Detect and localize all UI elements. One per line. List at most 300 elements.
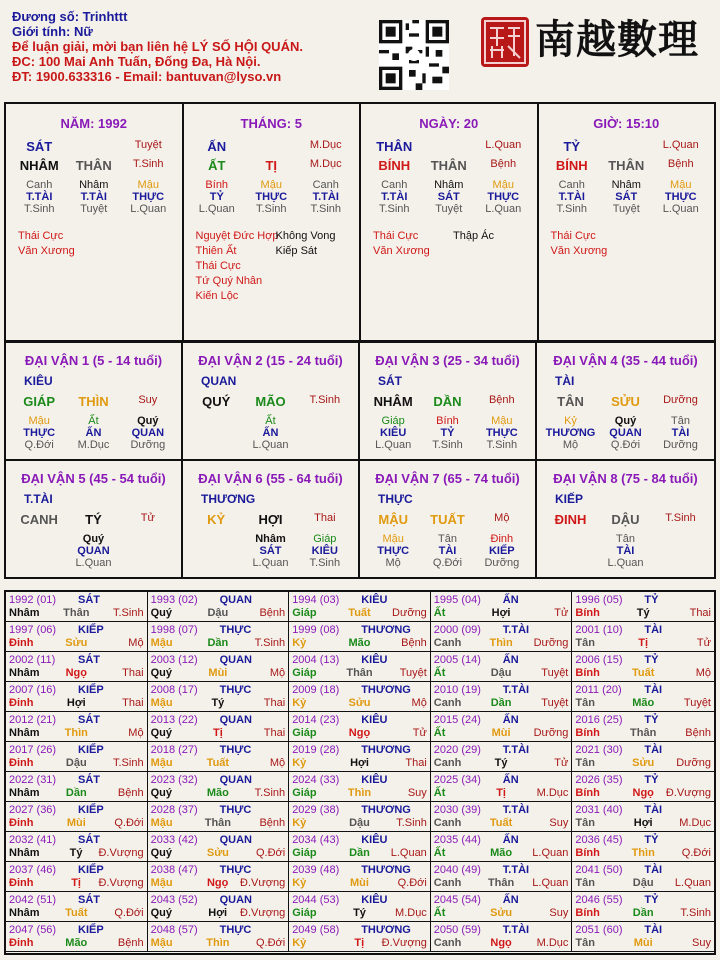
year-cell xyxy=(6,682,148,712)
pillar-can: NHÂM xyxy=(19,158,59,173)
year-cell xyxy=(572,892,714,922)
year-can: Bính xyxy=(575,607,600,619)
dai-van-can: GIÁP xyxy=(23,394,56,409)
year-chi: Hợi xyxy=(66,697,86,709)
year-label: 2003 (12) xyxy=(150,654,198,666)
year-star: T.TÀI xyxy=(502,924,530,936)
year-chi: Dần xyxy=(349,847,370,859)
year-can: Giáp xyxy=(292,607,317,619)
hidden-life xyxy=(543,557,598,569)
year-star: ẤN xyxy=(502,654,519,666)
year-life: Q.Đới xyxy=(114,817,144,829)
pillar-top-star: THÂN xyxy=(376,139,413,154)
year-chi: Dần xyxy=(65,787,87,799)
year-star: KIÊU xyxy=(361,834,388,846)
year-life: Đ.Vượng xyxy=(240,877,286,889)
year-can: Tân xyxy=(575,817,595,829)
year-chi: Tý xyxy=(494,757,508,769)
year-life: M.Dục xyxy=(536,787,569,799)
year-cell xyxy=(289,892,431,922)
hidden-stem: Tân xyxy=(671,415,690,427)
year-cell xyxy=(148,922,290,952)
year-chi: Tý xyxy=(636,607,650,619)
year-can: Bính xyxy=(575,787,600,799)
pillar-life: Bệnh xyxy=(667,158,694,170)
contact-address: ĐC: 100 Mai Anh Tuấn, Đống Đa, Hà Nội. xyxy=(12,54,261,69)
year-cell xyxy=(431,832,573,862)
hidden-life: Dưỡng xyxy=(484,557,520,569)
dai-van-cell xyxy=(183,459,360,577)
dai-van-can: TÂN xyxy=(557,394,584,409)
pillar-top-life: L.Quan xyxy=(485,139,522,151)
year-cell xyxy=(289,652,431,682)
year-life: Đ.Vượng xyxy=(665,787,711,799)
year-cell xyxy=(289,772,431,802)
year-label: 2039 (48) xyxy=(292,864,340,876)
year-life: Thai xyxy=(263,697,286,709)
year-cell xyxy=(6,742,148,772)
pillar-title: THÁNG: 5 xyxy=(240,116,302,131)
year-can: Bính xyxy=(575,667,600,679)
hidden-stem xyxy=(298,415,352,427)
year-can: Ất xyxy=(433,787,446,799)
dai-van-can: CANH xyxy=(20,512,58,527)
dai-van-cell xyxy=(537,459,714,577)
year-label: 1996 (05) xyxy=(575,594,623,606)
year-label: 2002 (11) xyxy=(9,654,56,666)
year-cell xyxy=(431,892,573,922)
dai-van-cell xyxy=(537,341,714,459)
pillar-year xyxy=(6,104,184,340)
year-can: Nhâm xyxy=(9,667,40,679)
hidden-life: L.Quan xyxy=(130,203,167,215)
year-star: KIẾP xyxy=(78,924,104,936)
year-can: Đinh xyxy=(9,757,34,769)
year-chi: Tý xyxy=(211,697,225,709)
hidden-life xyxy=(121,557,175,569)
year-star: THƯƠNG xyxy=(361,744,411,756)
year-can: Đinh xyxy=(9,877,34,889)
year-label: 2040 (49) xyxy=(433,864,481,876)
dai-van-life: Suy xyxy=(138,394,158,406)
dai-van-title: ĐẠI VẬN 8 (75 - 84 tuổi) xyxy=(553,471,698,486)
hidden-life: M.Dục xyxy=(77,439,110,451)
year-life: Tuyệt xyxy=(541,667,569,679)
hidden-god: THỰC xyxy=(255,191,288,203)
year-life: T.Sinh xyxy=(254,637,286,649)
year-star: KIÊU xyxy=(361,714,388,726)
year-can: Quý xyxy=(150,727,172,739)
hidden-life: T.Sinh xyxy=(23,203,55,215)
hidden-stem: Nhâm xyxy=(255,533,286,545)
contact-phone-email: ĐT: 1900.633316 - Email: bantuvan@lyso.vn xyxy=(12,69,282,84)
year-label: 2004 (13) xyxy=(292,654,340,666)
dai-van-life: Dưỡng xyxy=(663,394,698,406)
hidden-stem: Tân xyxy=(616,533,635,545)
year-life: Mộ xyxy=(411,697,427,709)
hidden-god xyxy=(653,545,708,557)
dai-van-cell xyxy=(6,459,183,577)
year-star: ẤN xyxy=(502,834,519,846)
year-label: 2020 (29) xyxy=(433,744,481,756)
year-cell xyxy=(431,622,573,652)
pillar-can: ẤT xyxy=(208,158,226,173)
year-life: Mộ xyxy=(695,667,711,679)
year-label: 2047 (56) xyxy=(9,924,57,936)
year-star: KIÊU xyxy=(361,894,388,906)
year-life: Suy xyxy=(549,817,569,829)
year-star: QUAN xyxy=(219,834,252,846)
hidden-life: L.Quan xyxy=(252,439,289,451)
hidden-god: TÀI xyxy=(671,427,690,439)
year-can: Kỷ xyxy=(292,637,307,649)
year-can: Quý xyxy=(150,787,172,799)
year-life: Dưỡng xyxy=(533,727,569,739)
hidden-life: Mộ xyxy=(385,557,401,569)
year-cell xyxy=(572,592,714,622)
year-life: T.Sinh xyxy=(254,787,286,799)
year-life: Bệnh xyxy=(401,637,427,649)
year-can: Đinh xyxy=(9,637,34,649)
year-chi: Mùi xyxy=(66,817,86,829)
dai-van-cell xyxy=(6,341,183,459)
year-label: 2031 (40) xyxy=(575,804,623,816)
year-life: Suy xyxy=(407,787,427,799)
year-cell xyxy=(431,772,573,802)
year-label: 2045 (54) xyxy=(433,894,481,906)
year-label: 1992 (01) xyxy=(9,594,57,606)
year-cell xyxy=(572,922,714,952)
year-label: 2038 (47) xyxy=(150,864,198,876)
hidden-god: KIẾP xyxy=(488,545,515,557)
hidden-god: KIÊU xyxy=(380,427,407,439)
hidden-god: TỶ xyxy=(209,191,224,203)
year-chi: Mão xyxy=(632,697,655,709)
dai-van-cell xyxy=(360,459,537,577)
year-cell xyxy=(572,652,714,682)
header xyxy=(0,0,720,100)
year-can: Mậu xyxy=(150,877,173,889)
pillar-top-life: L.Quan xyxy=(662,139,699,151)
contact-promo: Để luận giải, mời bạn liên hệ LÝ SỐ HỘI QUÁN. xyxy=(12,39,303,54)
year-star: KIÊU xyxy=(361,774,388,786)
hidden-stem: Quý xyxy=(614,415,637,427)
year-cell xyxy=(572,802,714,832)
year-label: 1998 (07) xyxy=(150,624,198,636)
year-can: Giáp xyxy=(292,847,317,859)
pillar-stars xyxy=(373,229,537,259)
hidden-life: Tuyệt xyxy=(80,203,108,215)
year-chi: Hợi xyxy=(350,757,369,769)
pillar-top-star: SÁT xyxy=(26,139,53,154)
year-star: THƯƠNG xyxy=(361,864,411,876)
hidden-life: Q.Đới xyxy=(24,439,54,451)
year-chi: Tuất xyxy=(631,667,655,679)
year-cell xyxy=(148,652,290,682)
hidden-life: L.Quan xyxy=(375,439,412,451)
hidden-life: Dưỡng xyxy=(130,439,166,451)
hidden-stem: Bính xyxy=(436,415,459,427)
year-chi: Thìn xyxy=(347,787,372,799)
year-cell xyxy=(431,652,573,682)
year-star: TỶ xyxy=(644,774,659,786)
year-cell xyxy=(148,682,290,712)
star-item: Văn Xương xyxy=(550,245,608,257)
hidden-stem: Mậu xyxy=(670,179,692,191)
year-life: Bệnh xyxy=(259,817,286,829)
year-label: 2037 (46) xyxy=(9,864,57,876)
pillar-life: M.Dục xyxy=(309,158,342,170)
annual-table xyxy=(4,590,716,955)
hidden-life xyxy=(189,557,243,569)
year-life: Tử xyxy=(554,757,569,769)
brand-logo: 南越數理 xyxy=(535,16,699,63)
year-can: Ất xyxy=(433,727,446,739)
year-label: 2023 (32) xyxy=(150,774,198,786)
year-label: 2021 (30) xyxy=(575,744,623,756)
year-label: 2024 (33) xyxy=(292,774,340,786)
year-cell xyxy=(289,802,431,832)
year-cell xyxy=(289,862,431,892)
hidden-god: QUAN xyxy=(131,427,165,439)
year-cell xyxy=(431,742,573,772)
hidden-stem: Ất xyxy=(88,415,99,427)
qr-code-icon[interactable] xyxy=(379,20,449,90)
year-star: SÁT xyxy=(78,654,100,666)
year-label: 2049 (58) xyxy=(292,924,340,936)
year-chi: Mão xyxy=(490,847,513,859)
year-can: Mậu xyxy=(150,817,173,829)
year-label: 2009 (18) xyxy=(292,684,340,696)
hidden-god: THỰC xyxy=(132,191,165,203)
dai-van-life: Mộ xyxy=(494,512,510,524)
year-chi: Thìn xyxy=(489,637,513,649)
year-cell xyxy=(572,712,714,742)
year-label: 2048 (57) xyxy=(150,924,198,936)
year-life: Thai xyxy=(122,697,144,709)
year-cell xyxy=(431,922,573,952)
year-cell xyxy=(431,592,573,622)
star-item: Thái Cực xyxy=(373,230,419,242)
year-star: QUAN xyxy=(219,594,252,606)
year-label: 2006 (15) xyxy=(575,654,623,666)
year-label: 2017 (26) xyxy=(9,744,57,756)
year-label: 2019 (28) xyxy=(292,744,340,756)
year-chi: Hợi xyxy=(491,607,511,619)
year-can: Ất xyxy=(433,607,446,619)
pillar-stars xyxy=(196,229,360,304)
year-label: 2050 (59) xyxy=(433,924,481,936)
year-label: 2011 (20) xyxy=(575,684,622,696)
star-item: Văn Xương xyxy=(373,245,430,257)
dai-van-cell xyxy=(183,341,360,459)
dai-van-star: TÀI xyxy=(555,374,575,388)
hidden-life: L.Quan xyxy=(252,557,289,569)
year-label: 2018 (27) xyxy=(150,744,198,756)
year-life: Tử xyxy=(696,637,711,649)
year-star: THƯƠNG xyxy=(361,624,411,636)
star-item: Thập Ác xyxy=(453,230,494,242)
year-life: T.Sinh xyxy=(113,757,144,769)
year-can: Nhâm xyxy=(9,907,40,919)
year-can: Nhâm xyxy=(9,727,40,739)
year-can: Đinh xyxy=(9,697,34,709)
year-cell xyxy=(289,682,431,712)
year-cell xyxy=(148,832,290,862)
year-star: TÀI xyxy=(644,744,663,756)
year-label: 2032 (41) xyxy=(9,834,57,846)
year-life: Thai xyxy=(122,667,144,679)
dai-van-title: ĐẠI VẬN 3 (25 - 34 tuổi) xyxy=(375,353,520,368)
year-chi: Dậu xyxy=(632,877,654,889)
hidden-life: Dưỡng xyxy=(663,439,698,451)
year-label: 2016 (25) xyxy=(575,714,623,726)
dai-van-chi: THÌN xyxy=(78,394,109,409)
year-chi: Ngọ xyxy=(206,877,229,889)
year-life: Q.Đới xyxy=(681,847,711,859)
year-star: T.TÀI xyxy=(502,624,530,636)
hidden-stem: Mậu xyxy=(491,415,513,427)
year-chi: Dậu xyxy=(490,667,512,679)
year-star: TÀI xyxy=(644,924,663,936)
dai-van-star: KIẾP xyxy=(555,492,584,506)
year-chi: Mão xyxy=(65,937,88,949)
hidden-god: TÀI xyxy=(616,545,635,557)
year-star: TÀI xyxy=(644,684,663,696)
dai-van-chi: DẬU xyxy=(611,512,640,527)
year-can: Canh xyxy=(433,697,462,709)
year-life: L.Quan xyxy=(390,847,427,859)
year-chi: Dậu xyxy=(207,607,229,619)
year-star: KIẾP xyxy=(78,684,104,696)
hidden-stem: Nhâm xyxy=(79,179,109,191)
year-label: 2046 (55) xyxy=(575,894,623,906)
year-star: SÁT xyxy=(78,894,100,906)
dai-van-star: THỰC xyxy=(378,492,413,506)
hidden-god: T.TÀI xyxy=(80,191,107,203)
year-label: 1997 (06) xyxy=(9,624,57,636)
year-life: Đ.Vượng xyxy=(98,877,144,889)
year-label: 2030 (39) xyxy=(433,804,481,816)
year-life: M.Dục xyxy=(679,817,711,829)
owner-name: Đương số: Trinhttt xyxy=(12,9,128,24)
year-label: 2008 (17) xyxy=(150,684,198,696)
year-label: 2005 (14) xyxy=(433,654,481,666)
year-cell xyxy=(572,742,714,772)
year-life: Tuyệt xyxy=(399,667,427,679)
year-chi: Mão xyxy=(348,637,371,649)
hidden-life: Tuyệt xyxy=(435,203,463,215)
year-label: 2010 (19) xyxy=(433,684,481,696)
year-life: Mộ xyxy=(269,757,286,769)
year-chi: Thìn xyxy=(64,727,88,739)
hidden-stem xyxy=(121,533,175,545)
star-item: Tứ Quý Nhân xyxy=(195,275,263,287)
year-life: Đ.Vượng xyxy=(381,937,427,949)
year-star: THỰC xyxy=(219,864,252,876)
year-label: 2028 (37) xyxy=(150,804,198,816)
hidden-stem: Giáp xyxy=(313,533,337,545)
year-cell xyxy=(289,922,431,952)
dai-van-life: T.Sinh xyxy=(665,512,696,524)
pillar-chi: THÂN xyxy=(608,158,645,173)
hidden-stem: Quý xyxy=(137,415,159,427)
pillar-can: BÍNH xyxy=(378,158,411,173)
hidden-life: L.Quan xyxy=(485,203,522,215)
dai-van-grid xyxy=(4,341,716,579)
hidden-stem: Giáp xyxy=(381,415,405,427)
year-can: Kỷ xyxy=(292,817,307,829)
star-item: Không Vong xyxy=(275,230,336,242)
year-life: Q.Đới xyxy=(255,847,286,859)
year-label: 2041 (50) xyxy=(575,864,623,876)
year-chi: Tị xyxy=(496,787,506,799)
year-star: THƯƠNG xyxy=(361,684,411,696)
hidden-life xyxy=(189,439,243,451)
pillar-top-star: ẤN xyxy=(207,139,227,154)
year-cell xyxy=(572,622,714,652)
hidden-stem: Quý xyxy=(82,533,105,545)
hidden-life: Mộ xyxy=(562,439,579,451)
hidden-god xyxy=(189,545,243,557)
year-can: Đinh xyxy=(9,817,34,829)
year-chi: Tuất xyxy=(489,817,513,829)
hidden-life: T.Sinh xyxy=(309,557,341,569)
year-can: Canh xyxy=(433,637,462,649)
hidden-life: T.Sinh xyxy=(255,203,287,215)
year-chi: Tuất xyxy=(348,607,371,619)
hidden-stem: Đinh xyxy=(490,533,514,545)
year-cell xyxy=(6,832,148,862)
year-can: Canh xyxy=(433,757,462,769)
year-star: ẤN xyxy=(502,714,519,726)
year-star: ẤN xyxy=(502,774,519,786)
year-cell xyxy=(148,712,290,742)
year-can: Tân xyxy=(575,937,595,949)
year-cell xyxy=(289,712,431,742)
year-cell xyxy=(6,652,148,682)
year-label: 2043 (52) xyxy=(150,894,198,906)
year-cell xyxy=(148,802,290,832)
year-life: Dưỡng xyxy=(676,757,711,769)
year-chi: Tý xyxy=(353,907,366,919)
dai-van-title: ĐẠI VẬN 1 (5 - 14 tuổi) xyxy=(24,353,163,368)
pillar-life: Bệnh xyxy=(490,158,517,170)
hidden-stem: Nhâm xyxy=(611,179,641,191)
year-cell xyxy=(572,862,714,892)
star-item: Thái Cực xyxy=(550,230,596,242)
year-label: 2015 (24) xyxy=(433,714,481,726)
four-pillars xyxy=(4,102,716,342)
year-chi: Hợi xyxy=(208,907,228,919)
hidden-god: TÀI xyxy=(438,545,457,557)
pillar-chi: TỊ xyxy=(265,158,278,173)
pillar-title: NĂM: 1992 xyxy=(60,116,127,131)
dai-van-life: Thai xyxy=(314,512,336,524)
year-life: Suy xyxy=(549,907,569,919)
year-star: SÁT xyxy=(78,834,100,846)
year-star: QUAN xyxy=(219,714,252,726)
year-life: Q.Đới xyxy=(255,937,286,949)
year-life: Thai xyxy=(689,607,711,619)
pillar-title: GIỜ: 15:10 xyxy=(593,116,660,131)
year-label: 2029 (38) xyxy=(292,804,340,816)
hidden-stem: Ất xyxy=(265,415,276,427)
pillar-top-life: M.Dục xyxy=(309,139,342,151)
seal-stamp-icon xyxy=(480,16,530,68)
year-star: T.TÀI xyxy=(502,864,530,876)
year-chi: Sửu xyxy=(490,907,513,919)
